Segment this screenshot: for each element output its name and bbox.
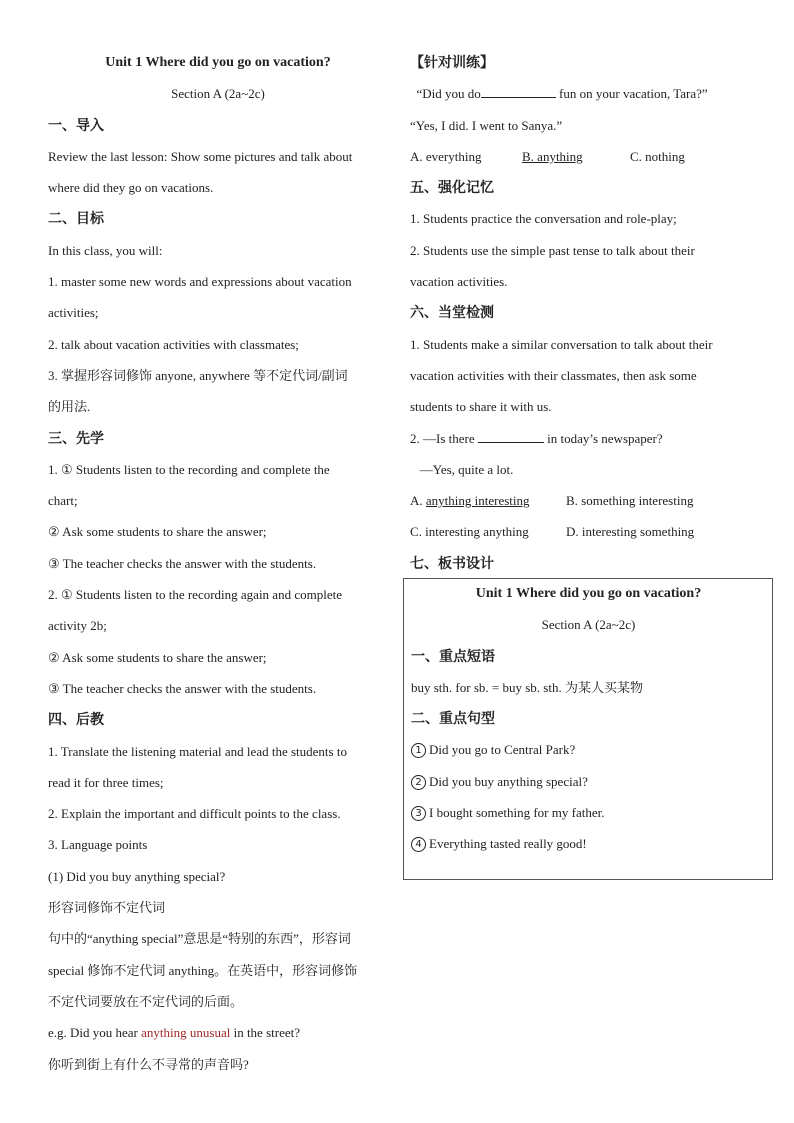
board-phrase: buy sth. for sb. = buy sb. sth. 为某人买某物: [411, 679, 643, 695]
teaching-line: 1. Translate the listening material and lead the students to: [48, 743, 347, 759]
prestudy-line: ② Ask some students to share the answer;: [48, 524, 267, 540]
example-suffix: in the street?: [230, 1025, 300, 1041]
board-sentence: [411, 833, 766, 864]
memory-line: vacation activities.: [410, 274, 508, 290]
language-point-explanation: 句中的“anything special”意思是“特别的东西”，形容词: [48, 931, 351, 947]
section-heading-check: 六、当堂检测: [410, 305, 494, 322]
check-options-row: [410, 490, 775, 521]
goal-item: 的用法.: [48, 399, 91, 415]
prestudy-line: activity 2b;: [48, 618, 107, 634]
goal-item: 2. talk about vacation activities with classmates;: [48, 336, 299, 352]
section-heading-intro: 一、导入: [48, 117, 104, 134]
teaching-line: 3. Language points: [48, 837, 148, 853]
circled-number: 2: [411, 775, 426, 790]
example-translation: 你听到街上有什么不寻常的声音吗?: [48, 1056, 249, 1072]
lesson-subtitle: Section A (2a~2c): [171, 86, 265, 102]
teaching-line: 2. Explain the important and difficult points to the class.: [48, 806, 341, 822]
check-option-a: A. anything interesting: [410, 493, 530, 509]
goals-intro: In this class, you will:: [48, 242, 163, 258]
prestudy-line: ③ The teacher checks the answer with the students.: [48, 680, 317, 696]
practice-question-suffix: fun on your vacation, Tara?”: [555, 86, 708, 102]
check-question: [410, 428, 775, 459]
board-sentence: [411, 739, 766, 770]
section-heading-goals: 二、目标: [48, 211, 104, 228]
right-column: [410, 52, 775, 584]
practice-heading: 【针对训练】: [410, 55, 494, 71]
check-question-suffix: in today’s newspaper?: [543, 430, 663, 446]
practice-question: [410, 83, 775, 114]
intro-text-line: Review the last lesson: Show some pictures and talk about: [48, 148, 353, 164]
prestudy-line: 2. ① Students listen to the recording again and complete: [48, 587, 342, 603]
goal-item: 1. master some new words and expressions about vacation: [48, 274, 352, 290]
board-sentence-text: Did you buy anything special?: [429, 773, 588, 789]
prestudy-line: chart;: [48, 493, 78, 509]
practice-options: [410, 146, 775, 177]
circled-number: 3: [411, 806, 426, 821]
board-sentence-text: I bought something for my father.: [429, 805, 605, 821]
answer-blank: [478, 428, 544, 443]
goal-item: 3. 掌握形容词修饰 anyone, anywhere 等不定代词/副词: [48, 367, 348, 383]
option-c: C. nothing: [630, 148, 685, 164]
board-title: Unit 1 Where did you go on vacation?: [475, 586, 702, 601]
language-point-explanation: 不定代词要放在不定代词的后面。: [48, 993, 244, 1009]
intro-text-line: where did they go on vacations.: [48, 180, 214, 196]
check-line: vacation activities with their classmates, then ask some: [410, 367, 697, 383]
practice-answer: “Yes, I did. I went to Sanya.”: [410, 117, 563, 133]
check-answer-text: —Yes, quite a lot.: [419, 461, 514, 477]
language-point-explanation: special 修饰不定代词 anything。在英语中，形容词修饰: [48, 962, 358, 978]
blackboard-design-box: [403, 578, 773, 880]
check-answer: [410, 459, 775, 490]
answer-blank: [481, 83, 556, 98]
board-sentence: [411, 771, 766, 802]
section-heading-board: 七、板书设计: [410, 555, 494, 572]
check-option-d: D. interesting something: [566, 524, 695, 540]
board-sentence: [411, 802, 766, 833]
left-column: [48, 52, 388, 1085]
circled-number: 4: [411, 837, 426, 852]
section-heading-prestudy: 三、先学: [48, 430, 104, 447]
memory-line: 1. Students practice the conversation and role-play;: [410, 211, 677, 227]
circled-number: 1: [411, 743, 426, 758]
correct-answer: anything interesting: [425, 493, 530, 509]
check-option-b: B. something interesting: [566, 493, 694, 509]
prestudy-line: 1. ① Students listen to the recording and complete the: [48, 461, 330, 477]
lesson-title: Unit 1 Where did you go on vacation?: [105, 55, 331, 70]
prestudy-line: ② Ask some students to share the answer;: [48, 649, 267, 665]
section-heading-memory: 五、强化记忆: [410, 180, 494, 197]
memory-line: 2. Students use the simple past tense to talk about their: [410, 242, 695, 258]
board-sentence-text: Did you go to Central Park?: [429, 742, 576, 758]
check-option-c: C. interesting anything: [410, 524, 529, 540]
board-heading-sentences: 二、重点句型: [411, 711, 495, 728]
board-subtitle: Section A (2a~2c): [541, 617, 636, 633]
language-point-question: (1) Did you buy anything special?: [48, 868, 226, 884]
teaching-line: read it for three times;: [48, 774, 164, 790]
check-line: 1. Students make a similar conversation to talk about their: [410, 336, 713, 352]
board-heading-phrases: 一、重点短语: [411, 648, 495, 665]
language-point-rule: 形容词修饰不定代词: [48, 900, 166, 916]
goal-item: activities;: [48, 305, 99, 321]
check-question-prefix: 2. —Is there: [410, 430, 475, 446]
section-heading-teaching: 四、后教: [48, 712, 104, 729]
example-highlight: anything unusual: [141, 1025, 231, 1041]
prestudy-line: ③ The teacher checks the answer with the students.: [48, 555, 317, 571]
example-prefix: e.g. Did you hear: [48, 1025, 142, 1041]
example-sentence: [48, 1022, 388, 1053]
option-b-correct: B. anything: [522, 148, 583, 164]
option-a: A. everything: [410, 148, 482, 164]
practice-question-prefix: “Did you do: [416, 86, 481, 102]
check-options-row: [410, 521, 775, 552]
board-sentence-text: Everything tasted really good!: [429, 836, 587, 852]
check-line: students to share it with us.: [410, 399, 552, 415]
